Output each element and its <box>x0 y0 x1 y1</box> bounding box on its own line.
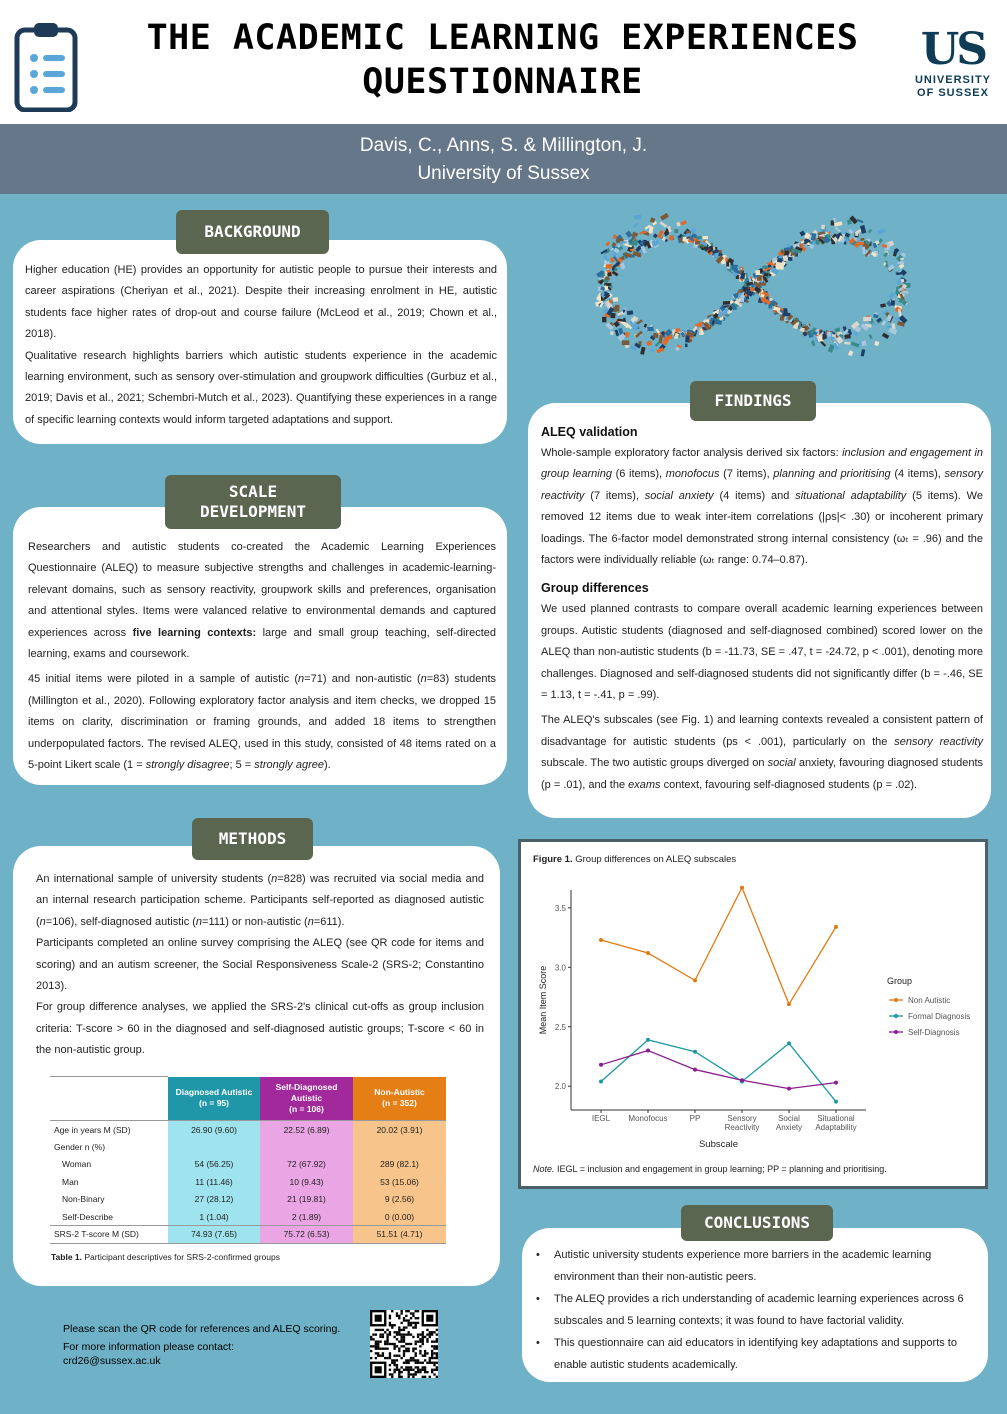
y-tick-label: 2.5 <box>554 1022 566 1032</box>
table-caption: Table 1. Participant descriptives for SRS-2-confirmed groups <box>51 1252 280 1262</box>
methods-heading: METHODS <box>192 818 313 860</box>
methods-panel <box>13 846 500 1286</box>
participant-table <box>50 1076 446 1244</box>
scale-paragraph-1: Researchers and autistic students co-created the Academic Learning Experiences Questionnaire (ALEQ) to measure subjective strengths and challenges in academic-learning-relevant domains, such as sensory reactivity, groupwork skills and preferences, organisation and attentional styles. Items were valanced relative to environmental demands and captured experiences across five learning contexts: large and small group teaching, self-directed learning, exams and coursework. <box>28 541 496 661</box>
clipboard-icon <box>14 20 78 112</box>
y-tick-label: 2.0 <box>554 1082 566 1092</box>
table-cell: 54 (56.25) <box>168 1156 260 1174</box>
data-point <box>693 978 697 982</box>
x-tick-label: Reactivity <box>724 1123 760 1132</box>
row-label: SRS-2 T-score M (SD) <box>54 1229 139 1240</box>
data-point <box>646 951 650 955</box>
conclusions-list <box>528 1245 980 1377</box>
figure-1 <box>518 839 988 1189</box>
data-point <box>693 1068 697 1072</box>
poster-title <box>110 16 895 104</box>
data-point <box>646 1038 650 1042</box>
x-tick-label: Anxiety <box>775 1123 803 1132</box>
conclusion-item: • This questionnaire can aid educators in identifying key adaptations and supports to enable autistic students academically. <box>528 1333 980 1376</box>
series-line-self-diagnosis <box>601 1051 836 1089</box>
author-bar <box>0 124 1007 194</box>
scale-development-heading: SCALE DEVELOPMENT <box>165 475 341 529</box>
qr-instruction: Please scan the QR code for references and ALEQ scoring. <box>63 1323 341 1335</box>
x-axis-title: Subscale <box>698 1139 739 1150</box>
table-cell: 11 (11.46) <box>168 1173 260 1191</box>
background-paragraph-1: Higher education (HE) provides an opportunity for autistic people to pursue their interests and career aspirations (Cheriyan et al., 2021). Despite their increasing enrolment in HE, autistic students face higher rates of drop-out and course failure (McLeod et al., 2019; Chown et al., 2018). <box>25 264 497 341</box>
findings-panel <box>528 403 991 818</box>
row-label: Man <box>62 1176 79 1187</box>
data-point <box>834 1081 838 1085</box>
table-cell: 75.72 (6.53) <box>260 1226 353 1244</box>
legend-swatch-point <box>894 998 898 1002</box>
conclusions-panel <box>522 1228 988 1382</box>
data-point <box>787 1087 791 1091</box>
row-label: Gender n (%) <box>54 1141 106 1152</box>
table-row <box>50 1138 446 1156</box>
contact-email[interactable]: crd26@sussex.ac.uk <box>63 1355 161 1367</box>
row-label: Non-Binary <box>62 1194 105 1205</box>
legend-title: Group <box>887 976 913 986</box>
legend-swatch-point <box>894 1030 898 1034</box>
legend-label: Non Autistic <box>908 996 951 1005</box>
findings-subheading-groups: Group differences <box>541 581 649 596</box>
table-cell: 1 (1.04) <box>168 1208 260 1226</box>
figure-note: Note. IEGL = inclusion and engagement in group learning; PP = planning and prioritising. <box>533 1164 887 1174</box>
table-cell: 74.93 (7.65) <box>168 1226 260 1244</box>
data-point <box>740 886 744 890</box>
data-point <box>599 1079 603 1083</box>
data-point <box>693 1050 697 1054</box>
table-cell: 21 (19.81) <box>260 1191 353 1209</box>
findings-subheading-validation: ALEQ validation <box>541 425 638 439</box>
table-row <box>50 1121 446 1139</box>
background-paragraph-2: Qualitative research highlights barriers which autistic students experience in the academic learning environment, such as sensory over-stimulation and groupwork difficulties (Gurbuz et al., 2019; Davis et al., 2021; Schembri-Mutch et al., 2023). Quantifying these experiences in a range of specific learning contexts would inform targeted adaptations and support. <box>25 349 497 426</box>
x-tick-label: Monofocus <box>628 1114 668 1123</box>
row-label: Woman <box>62 1159 92 1170</box>
qr-code-icon[interactable] <box>370 1310 438 1378</box>
table-row <box>50 1173 446 1191</box>
table-cell: 72 (67.92) <box>260 1156 353 1174</box>
background-heading: BACKGROUND <box>176 210 329 254</box>
university-logo <box>913 26 993 100</box>
table-cell: 20.02 (3.91) <box>353 1121 446 1139</box>
legend-label: Self-Diagnosis <box>908 1028 960 1037</box>
legend-swatch-point <box>894 1014 898 1018</box>
qr-info <box>63 1322 340 1368</box>
table-cell: 51.51 (4.71) <box>353 1226 446 1244</box>
data-point <box>834 1100 838 1104</box>
data-point <box>599 938 603 942</box>
y-tick-label: 3.0 <box>554 963 566 973</box>
affiliation: University of Sussex <box>417 163 590 184</box>
table-cell: 27 (28.12) <box>168 1191 260 1209</box>
table-cell <box>260 1138 353 1156</box>
data-point <box>787 1041 791 1045</box>
table-cell: 53 (15.06) <box>353 1173 446 1191</box>
table-row <box>50 1156 446 1174</box>
y-tick-label: 3.5 <box>554 903 566 913</box>
findings-groups-text-2: The ALEQ's subscales (see Fig. 1) and learning contexts revealed a consistent pattern of disadvantage for autistic students (ps < .001), particularly on the sensory reactivity subscale. The two autistic groups diverged on social anxiety, favouring diagnosed students (p = .01), and the exams context, favouring self-diagnosed students (p = .02). <box>541 714 983 791</box>
table-cell: 10 (9.43) <box>260 1173 353 1191</box>
table-cell: 26.90 (9.60) <box>168 1121 260 1139</box>
scale-paragraph-2: 45 initial items were piloted in a sample of autistic (n=71) and non-autistic (n=83) students (Millington et al., 2020). Following exploratory factor analysis and item checks, we dropped 15 items on clarity, discrimination or framing grounds, and added 18 items to strengthen underpopulated factors. The revised ALEQ, used in this study, consisted of 48 items rated on a 5-point Likert scale (1 = strongly disagree; 5 = strongly agree). <box>28 673 497 772</box>
data-point <box>646 1049 650 1053</box>
table-cell: 22.52 (6.89) <box>260 1121 353 1139</box>
figure-caption: Figure 1. Group differences on ALEQ subscales <box>533 854 737 865</box>
table-cell: 9 (2.56) <box>353 1191 446 1209</box>
logo-line-1: UNIVERSITY <box>914 74 991 86</box>
table-cell <box>353 1138 446 1156</box>
table-row <box>50 1226 446 1244</box>
row-label: Self-Describe <box>62 1211 114 1222</box>
data-point <box>740 1078 744 1082</box>
conclusion-item: • The ALEQ provides a rich understanding of academic learning experiences across 6 subscales and 5 learning contexts; it was found to have factorial validity. <box>528 1289 980 1332</box>
x-tick-label: Situational <box>817 1114 855 1123</box>
series-line-non-autistic <box>601 888 836 1005</box>
table-row <box>50 1191 446 1209</box>
findings-validation-text: Whole-sample exploratory factor analysis derived six factors: inclusion and engagement in group learning (6 items), monofocus (7 items), planning and prioritising (4 items), sensory reactivity (7 items), social anxiety (4 items) and situational adaptability (5 items). We removed 12 items due to weak inter-item correlations (|ρs|< .30) or incoherent primary loadings. The 6-factor model demonstrated strong internal consistency (ωₜ = .96) and the factors were individually reliable (ωₜ range: 0.74–0.87). <box>541 447 984 567</box>
col-header-non-autistic: Non-Autistic (n = 352) <box>353 1077 446 1121</box>
x-tick-label: PP <box>689 1114 701 1123</box>
scale-development-panel <box>13 507 507 785</box>
x-tick-label: Sensory <box>727 1114 757 1123</box>
x-tick-label: Adaptability <box>815 1123 857 1132</box>
findings-groups-text-1: We used planned contrasts to compare overall academic learning experiences between groups. Autistic students (diagnosed and self-diagnosed combined) scored lower on the ALEQ than non-autistic students (b = -11.73, SE = .47, t = -24.72, p < .001), denoting more challenges. Diagnosed and self-diagnosed students did not significantly differ (b = -.46, SE = 1.13, t = -.41, p = .99). <box>541 603 983 702</box>
col-header-self-diagnosed: Self-Diagnosed Autistic (n = 106) <box>260 1077 353 1121</box>
infinity-mosaic-image <box>566 208 942 360</box>
background-panel <box>13 240 507 444</box>
title-line-2: QUESTIONNAIRE <box>362 62 643 102</box>
legend-label: Formal Diagnosis <box>908 1012 971 1021</box>
col-header-diagnosed: Diagnosed Autistic (n = 95) <box>168 1077 260 1121</box>
y-axis-title: Mean Item Score <box>538 965 548 1035</box>
methods-paragraph-1: An international sample of university students (n=828) was recruited via social media and an internal research participation scheme. Participants self-reported as diagnosed autistic (n=106), self-diagnosed autistic (n=111) or non-autistic (n=611). <box>36 873 485 928</box>
series-line-formal-diagnosis <box>601 1040 836 1102</box>
subscale-line-chart <box>521 872 985 1157</box>
findings-heading: FINDINGS <box>690 381 816 421</box>
title-line-1: THE ACADEMIC LEARNING EXPERIENCES <box>146 18 859 58</box>
table-cell: 0 (0.00) <box>353 1208 446 1226</box>
contact-label: For more information please contact: <box>63 1341 234 1353</box>
authors: Davis, C., Anns, S. & Millington, J. <box>359 135 648 156</box>
table-cell: 289 (82.1) <box>353 1156 446 1174</box>
data-point <box>599 1063 603 1067</box>
conclusion-item: • Autistic university students experience more barriers in the academic learning environment than their non-autistic peers. <box>528 1245 980 1288</box>
x-tick-label: Social <box>778 1114 800 1123</box>
header <box>0 0 1007 124</box>
methods-paragraph-3: For group difference analyses, we applied the SRS-2's clinical cut-offs as group inclusion criteria: T-score > 60 in the diagnosed and self-diagnosed autistic groups; T-score < 60 in the non-autistic group. <box>36 1001 484 1057</box>
methods-paragraph-2: Participants completed an online survey comprising the ALEQ (see QR code for items and scoring) and an autism screener, the Social Responsiveness Scale-2 (SRS-2; Constantino 2013). <box>36 937 484 993</box>
table-cell: 2 (1.89) <box>260 1208 353 1226</box>
logo-mark: US <box>920 24 986 75</box>
conclusions-heading: CONCLUSIONS <box>681 1205 833 1241</box>
row-label: Age in years M (SD) <box>54 1124 131 1135</box>
data-point <box>834 925 838 929</box>
data-point <box>787 1002 791 1006</box>
table-cell <box>168 1138 260 1156</box>
table-row <box>50 1208 446 1226</box>
logo-line-2: OF SUSSEX <box>917 87 989 99</box>
x-tick-label: IEGL <box>591 1114 611 1123</box>
